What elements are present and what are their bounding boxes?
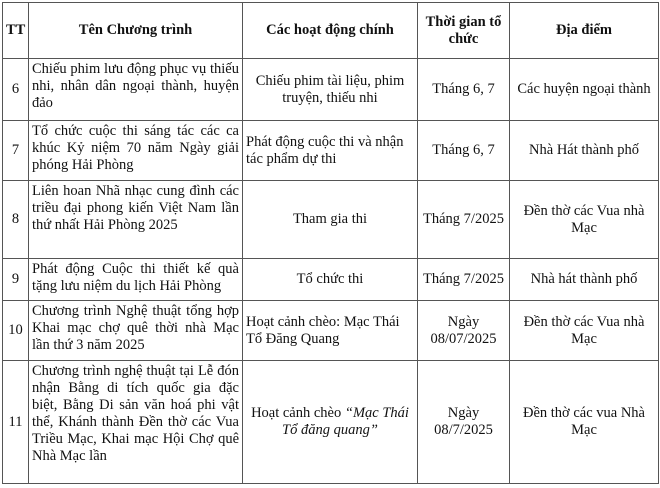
row-program: Chiếu phim lưu động phục vụ thiếu nhi, nhân dân ngoại thành, huyện đảo bbox=[29, 59, 243, 121]
row-program: Liên hoan Nhã nhạc cung đình các triều đại phong kiến Việt Nam lần thứ nhất Hải Phòng 2025 bbox=[29, 181, 243, 259]
program-table bbox=[2, 2, 659, 484]
header-tt: TT bbox=[3, 3, 29, 59]
row-tt: 11 bbox=[3, 361, 29, 484]
row-time: Ngày 08/7/2025 bbox=[418, 361, 510, 484]
row-activities: Hoạt cảnh chèo: Mạc Thái Tổ Đăng Quang bbox=[243, 301, 418, 361]
table-row bbox=[3, 259, 659, 301]
row-activities: Chiếu phim tài liệu, phim truyện, thiếu nhi bbox=[243, 59, 418, 121]
row-tt: 8 bbox=[3, 181, 29, 259]
table-row bbox=[3, 361, 659, 484]
header-place: Địa điểm bbox=[510, 3, 659, 59]
row-activities: Tham gia thi bbox=[243, 181, 418, 259]
row-tt: 9 bbox=[3, 259, 29, 301]
row-activities-prefix: Hoạt cảnh chèo bbox=[251, 405, 345, 421]
table-row bbox=[3, 301, 659, 361]
row-place: Các huyện ngoại thành bbox=[510, 59, 659, 121]
row-time: Tháng 6, 7 bbox=[418, 59, 510, 121]
row-time: Tháng 7/2025 bbox=[418, 259, 510, 301]
header-activities: Các hoạt động chính bbox=[243, 3, 418, 59]
row-time: Tháng 7/2025 bbox=[418, 181, 510, 259]
row-time: Tháng 6, 7 bbox=[418, 121, 510, 181]
row-activities-italic: “Mạc Thái Tổ đăng quang” bbox=[282, 405, 409, 438]
table-row bbox=[3, 121, 659, 181]
row-place: Nhà hát thành phố bbox=[510, 259, 659, 301]
row-activities: Tổ chức thi bbox=[243, 259, 418, 301]
row-activities: Phát động cuộc thi và nhận tác phẩm dự thi bbox=[243, 121, 418, 181]
row-place: Đền thờ các Vua nhà Mạc bbox=[510, 181, 659, 259]
row-tt: 6 bbox=[3, 59, 29, 121]
row-program: Tổ chức cuộc thi sáng tác các ca khúc Kỷ niệm 70 năm Ngày giải phóng Hải Phòng bbox=[29, 121, 243, 181]
row-time: Ngày 08/07/2025 bbox=[418, 301, 510, 361]
table-header-row bbox=[3, 3, 659, 59]
header-time: Thời gian tổ chức bbox=[418, 3, 510, 59]
row-program: Chương trình Nghệ thuật tổng hợp Khai mạc chợ quê thời nhà Mạc lần thứ 3 năm 2025 bbox=[29, 301, 243, 361]
row-tt: 7 bbox=[3, 121, 29, 181]
row-place: Đền thờ các Vua nhà Mạc bbox=[510, 301, 659, 361]
table-row bbox=[3, 181, 659, 259]
row-place: Đền thờ các vua Nhà Mạc bbox=[510, 361, 659, 484]
row-program: Phát động Cuộc thi thiết kế quà tặng lưu niệm du lịch Hải Phòng bbox=[29, 259, 243, 301]
row-program bbox=[29, 361, 243, 484]
row-program-text: Chương trình nghệ thuật tại Lễ đón nhận Bằng di tích quốc gia đặc biệt, Bằng Di sản văn hoá phi vật thể, Khánh thành Đền thờ các Vua Triều Mạc, Khai mạc Hội Chợ quê Nhà Mạc lần bbox=[32, 363, 239, 464]
row-tt: 10 bbox=[3, 301, 29, 361]
header-program: Tên Chương trình bbox=[29, 3, 243, 59]
row-activities bbox=[243, 361, 418, 484]
row-place: Nhà Hát thành phố bbox=[510, 121, 659, 181]
table-row bbox=[3, 59, 659, 121]
